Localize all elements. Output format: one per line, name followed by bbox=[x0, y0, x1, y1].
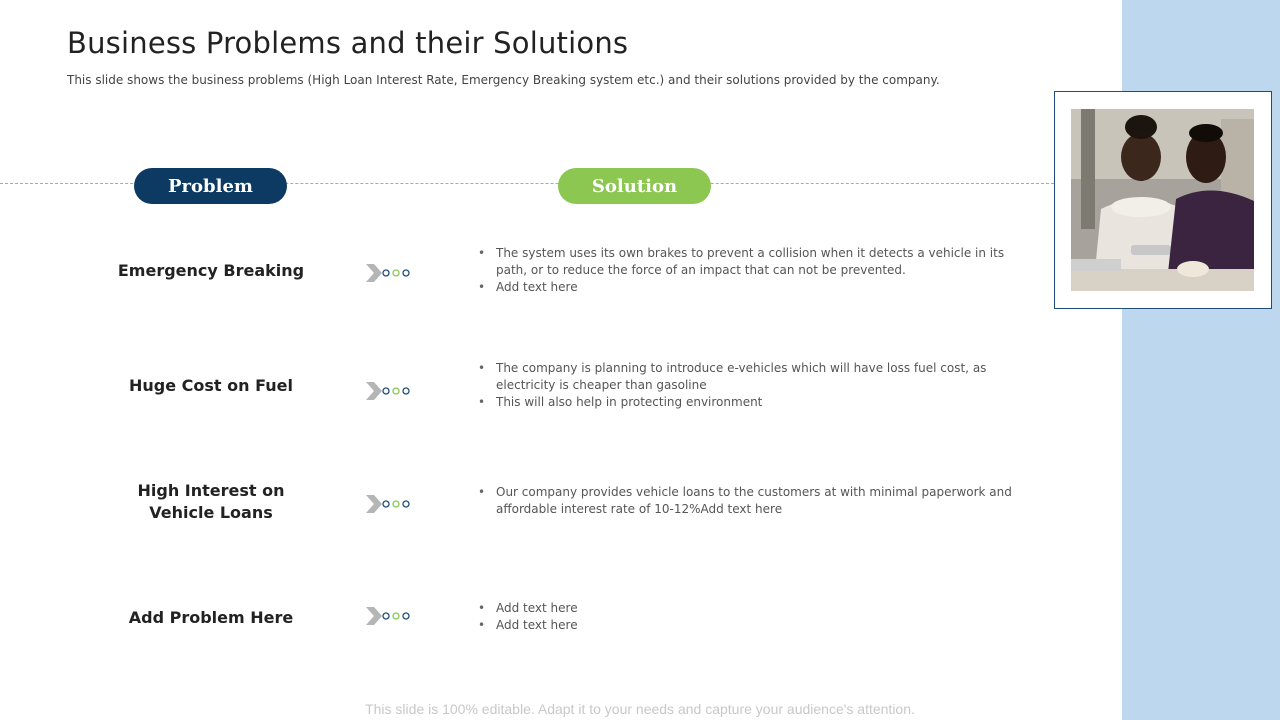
solution-header-pill: Solution bbox=[558, 168, 711, 204]
problem-label: Emergency Breaking bbox=[117, 261, 305, 280]
problem-label: High Interest on Vehicle Loans bbox=[137, 481, 285, 522]
slide-subtitle: This slide shows the business problems (High Loan Interest Rate, Emergency Breaking system etc.) and their solutions provided by the company. bbox=[67, 73, 940, 87]
photo-frame bbox=[1054, 91, 1272, 309]
slide-title: Business Problems and their Solutions bbox=[67, 26, 629, 60]
slide-footer-note: This slide is 100% editable. Adapt it to your needs and capture your audience's attention. bbox=[365, 701, 915, 717]
solution-bullet: • The company is planning to introduce e-vehicles which will have loss fuel cost, as electricity is cheaper than gasoline bbox=[478, 360, 1023, 394]
solution-bullet: • Our company provides vehicle loans to the customers at with minimal paperwork and affordable interest rate of 10-12%Add text here bbox=[478, 484, 1023, 518]
solution-bullet: • This will also help in protecting environment bbox=[478, 394, 1023, 411]
solution-bullet: • The system uses its own brakes to prevent a collision when it detects a vehicle in its path, or to reduce the force of an impact that can not be prevented. bbox=[478, 245, 1023, 279]
solution-bullet: • Add text here bbox=[478, 600, 1023, 617]
chevron-dots-icon bbox=[366, 494, 412, 514]
chevron-dots-icon bbox=[366, 381, 412, 401]
problem-header-pill: Problem bbox=[134, 168, 287, 204]
chevron-dots-icon bbox=[366, 606, 412, 626]
solution-bullet: • Add text here bbox=[478, 617, 1023, 634]
problem-label: Huge Cost on Fuel bbox=[129, 376, 293, 395]
chevron-dots-icon bbox=[366, 263, 412, 283]
people-with-phone-photo bbox=[1071, 109, 1254, 291]
solution-list bbox=[478, 600, 1023, 634]
solution-bullet: • Add text here bbox=[478, 279, 1023, 296]
solution-list bbox=[478, 245, 1023, 296]
problem-label: Add Problem Here bbox=[128, 608, 294, 627]
solution-list bbox=[478, 360, 1023, 411]
solution-list bbox=[478, 484, 1023, 518]
